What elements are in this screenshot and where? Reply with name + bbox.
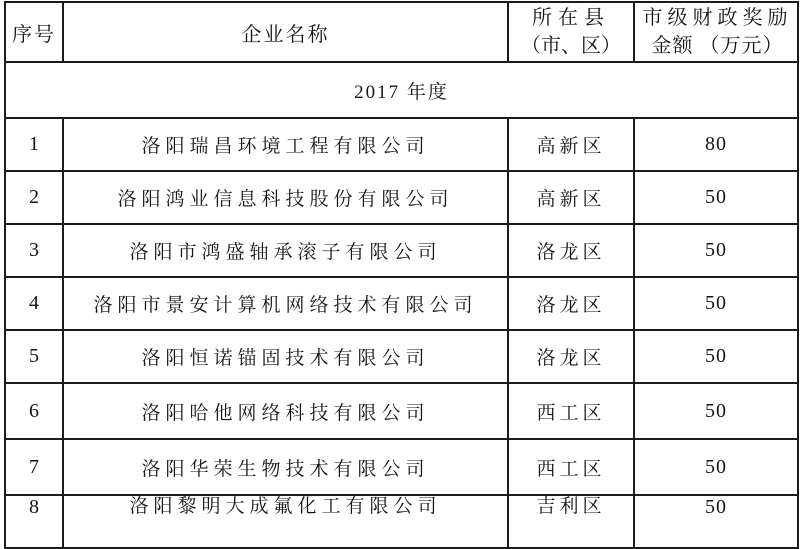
table-row <box>5 224 798 277</box>
reward-table <box>4 1 799 549</box>
header-reward-amount <box>634 2 798 62</box>
company-name-cell: 洛阳鸿业信息科技股份有限公司 <box>63 171 508 224</box>
header-seq: 序号 <box>5 2 63 62</box>
amount-cell: 50 <box>634 330 798 383</box>
seq-cell: 5 <box>5 330 63 383</box>
company-name-cell: 洛阳瑞昌环境工程有限公司 <box>63 118 508 171</box>
table-header-row <box>5 2 798 62</box>
amount-cell: 50 <box>634 224 798 277</box>
district-cell: 高新区 <box>508 171 634 224</box>
company-name-cell: 洛阳哈他网络科技有限公司 <box>63 383 508 439</box>
section-year-label: 2017 年度 <box>5 62 798 118</box>
table-row <box>5 330 798 383</box>
amount-cell: 80 <box>634 118 798 171</box>
header-district <box>508 2 634 62</box>
district-cell: 高新区 <box>508 118 634 171</box>
seq-cell: 4 <box>5 277 63 330</box>
seq-cell: 7 <box>5 439 63 495</box>
header-reward-amount-line1: 市级财政奖励 <box>642 7 793 29</box>
seq-cell: 8 <box>5 495 63 548</box>
seq-cell: 1 <box>5 118 63 171</box>
company-name-cell: 洛阳市鸿盛轴承滚子有限公司 <box>63 224 508 277</box>
district-cell: 洛龙区 <box>508 224 634 277</box>
amount-cell: 50 <box>634 171 798 224</box>
district-cell: 洛龙区 <box>508 277 634 330</box>
district-cell: 吉利区 <box>508 495 634 548</box>
amount-cell: 50 <box>634 439 798 495</box>
table-row <box>5 277 798 330</box>
table-row <box>5 439 798 495</box>
section-year-row <box>5 62 798 118</box>
table-row <box>5 118 798 171</box>
header-district-line1: 所在县 <box>532 7 610 29</box>
header-company-name: 企业名称 <box>63 2 508 62</box>
amount-cell: 50 <box>634 383 798 439</box>
company-name-cell: 洛阳华荣生物技术有限公司 <box>63 439 508 495</box>
seq-cell: 3 <box>5 224 63 277</box>
table-row-partial <box>5 495 798 548</box>
amount-cell: 50 <box>634 277 798 330</box>
table-row <box>5 383 798 439</box>
seq-cell: 6 <box>5 383 63 439</box>
table-row <box>5 171 798 224</box>
company-name-cell: 洛阳市景安计算机网络技术有限公司 <box>63 277 508 330</box>
header-district-line2: （市、区） <box>521 35 621 57</box>
district-cell: 洛龙区 <box>508 330 634 383</box>
district-cell: 西工区 <box>508 383 634 439</box>
header-reward-amount-line2: 金额 （万元） <box>651 35 784 57</box>
amount-cell: 50 <box>634 495 798 548</box>
district-cell: 西工区 <box>508 439 634 495</box>
company-name-cell: 洛阳黎明大成氟化工有限公司 <box>63 495 508 548</box>
company-name-cell: 洛阳恒诺锚固技术有限公司 <box>63 330 508 383</box>
seq-cell: 2 <box>5 171 63 224</box>
